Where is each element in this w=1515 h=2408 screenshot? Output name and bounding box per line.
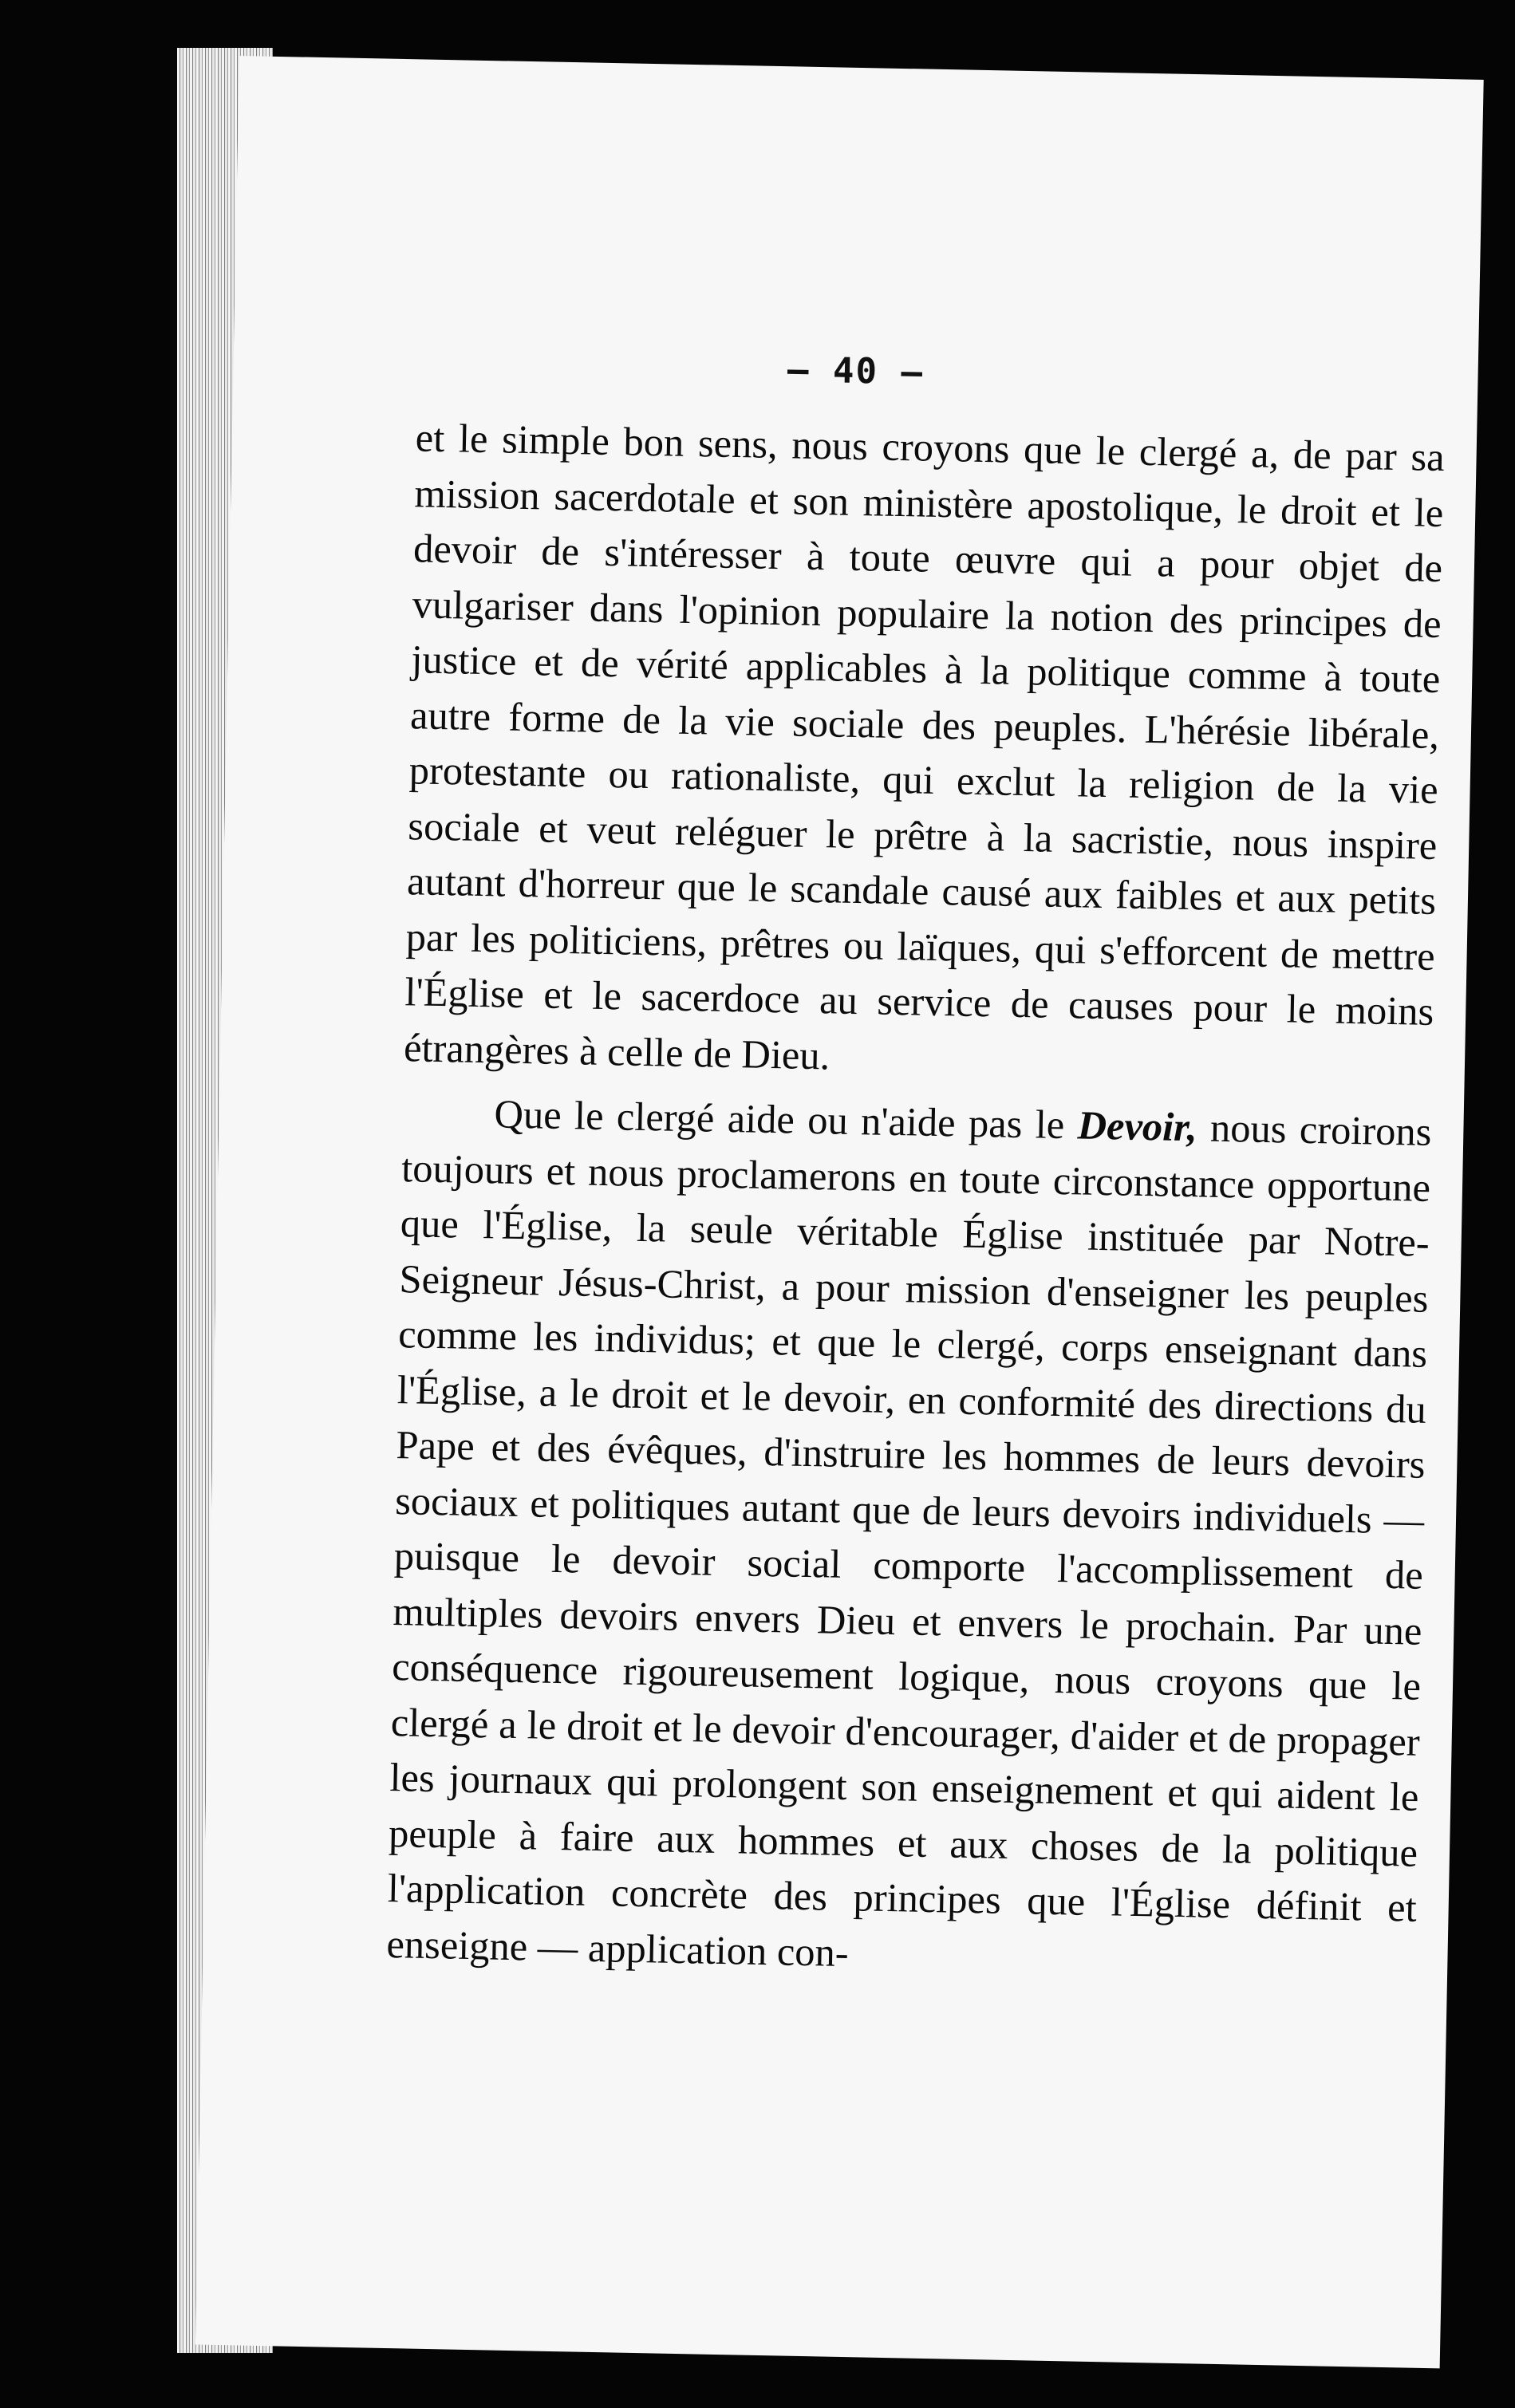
paragraph-2-rest: nous croirons toujours et nous proclamerons en toute circonstance opportune que l'Église, la seule véritable Église instituée par Notre-Seigneur Jésus-Christ, a pour mission d'enseigner les peuples comme les individus; et que le clergé, corps enseignant dans l'Église, a le droit et le devoir, en conformité des directions du Pape et des évêques, d'instruire les hommes de leurs devoirs sociaux et politiques autant que de leurs devoirs individuels — puisque le devoir social comporte l'accomplissement de multiples devoirs envers Dieu et envers le prochain. Par une conséquence rigoureusement logique, nous croyons que le clergé a le droit et le devoir d'encourager, d'aider et de propager les journaux qui prolongent son enseignement et qui aident le peuple à faire aux hommes et aux choses de la politique l'application concrète des principes que l'Église définit et enseigne — application con-	[386, 1105, 1432, 1975]
paragraph-2-start: Que le clergé aide ou n'aide pas le	[494, 1091, 1079, 1148]
paragraph-2	[386, 1085, 1432, 1992]
paragraph-1: et le simple bon sens, nous croyons que le clergé a, de par sa mission sacerdotale et son ministère apostolique, le droit et le devoir de s'intéresser à toute œuvre qui a pour objet de vulgariser dans l'opinion populaire la notion des principes de justice et de vérité applicables à la politique comme à toute autre forme de la vie sociale des peuples. L'hérésie libérale, protestante ou rationaliste, qui exclut la religion de la vie sociale et veut reléguer le prêtre à la sacristie, nous inspire autant d'horreur que le scandale causé aux faibles et aux petits par les politiciens, prêtres ou laïques, qui s'efforcent de mettre l'Église et le sacerdoce au service de causes pour le moins étrangères à celle de Dieu.	[403, 415, 1446, 1078]
book-page	[195, 56, 1484, 2368]
journal-title: Devoir,	[1077, 1102, 1198, 1150]
body-text	[386, 410, 1445, 1991]
page-number: — 40 —	[787, 349, 925, 393]
